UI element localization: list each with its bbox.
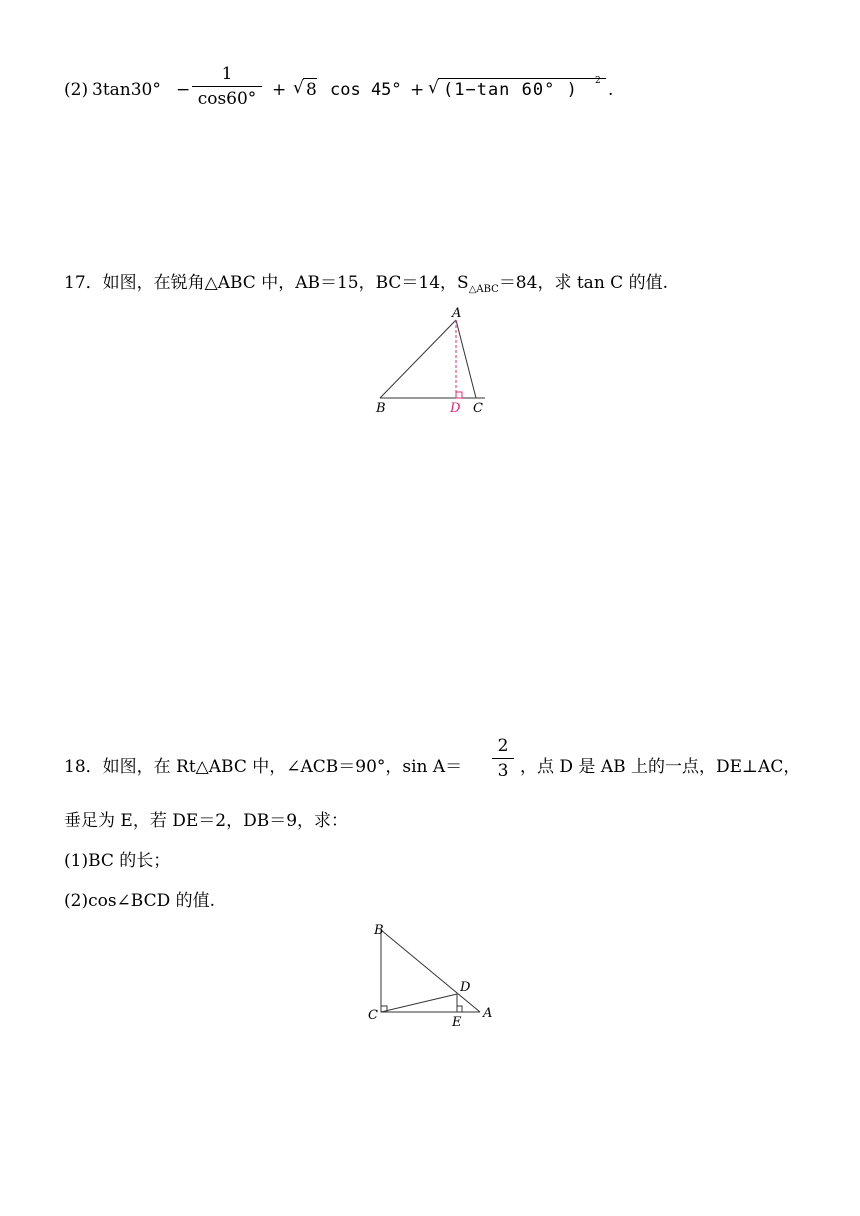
triangle-figure-17	[370, 304, 500, 420]
label-d: D	[460, 980, 471, 995]
segment-cd	[381, 994, 457, 1012]
side-ab	[380, 320, 456, 398]
minus-sign: −	[176, 80, 191, 100]
sqrt-argument: 8	[306, 80, 317, 100]
problem17-text-a: 17．如图，在锐角△ABC 中，AB＝15，BC＝14，S	[64, 273, 469, 293]
problem17-statement	[64, 268, 668, 295]
problem18-text-a: 18．如图，在 Rt△ABC 中，∠ACB＝90°，sin A＝	[64, 757, 463, 777]
problem18-part1: (1)BC 的长；	[64, 851, 171, 871]
problem17-text-b: ＝84，求 tan C 的值.	[498, 273, 668, 293]
fraction-numerator: 2	[492, 736, 514, 759]
part-label: (2)	[64, 80, 89, 100]
plus-sign: +	[272, 80, 287, 100]
sqrt-bar-2	[438, 78, 606, 79]
right-angle-e	[457, 1006, 462, 1012]
sqrt-argument-2: (1−tan 60° )	[443, 80, 578, 100]
plus-sign-2: +	[410, 80, 425, 100]
fraction-2-over-3	[492, 736, 514, 781]
exponent: 2	[595, 76, 601, 86]
fraction-numerator: 1	[192, 64, 262, 87]
side-ac	[456, 320, 476, 398]
problem18-part2: (2)cos∠BCD 的值.	[64, 891, 216, 911]
side-ab	[381, 930, 480, 1012]
fraction-denominator: cos60°	[197, 89, 257, 109]
cos-45: cos 45°	[330, 80, 402, 100]
triangle-figure-18	[360, 916, 500, 1032]
label-c: C	[473, 401, 483, 416]
right-angle-mark	[456, 392, 462, 398]
period: .	[608, 80, 614, 100]
sqrt-symbol-2: √	[428, 78, 439, 98]
label-b: B	[376, 401, 386, 416]
term-3tan30: 3tan30°	[92, 80, 161, 100]
fraction-1-over-cos60	[192, 64, 262, 109]
problem18-text-b: ，点 D 是 AB 上的一点，DE⊥AC，	[520, 757, 801, 777]
label-a: A	[452, 306, 462, 321]
fraction-denominator: 3	[497, 761, 509, 781]
area-subscript: △ABC	[468, 284, 499, 295]
label-e: E	[452, 1015, 462, 1030]
label-b: B	[374, 923, 384, 938]
sqrt-symbol: √	[293, 78, 304, 98]
label-a: A	[483, 1006, 493, 1021]
problem18-line2: 垂足为 E，若 DE＝2，DB＝9，求：	[64, 811, 349, 831]
sqrt-bar	[303, 78, 317, 79]
label-d: D	[450, 401, 461, 416]
label-c: C	[368, 1008, 378, 1023]
